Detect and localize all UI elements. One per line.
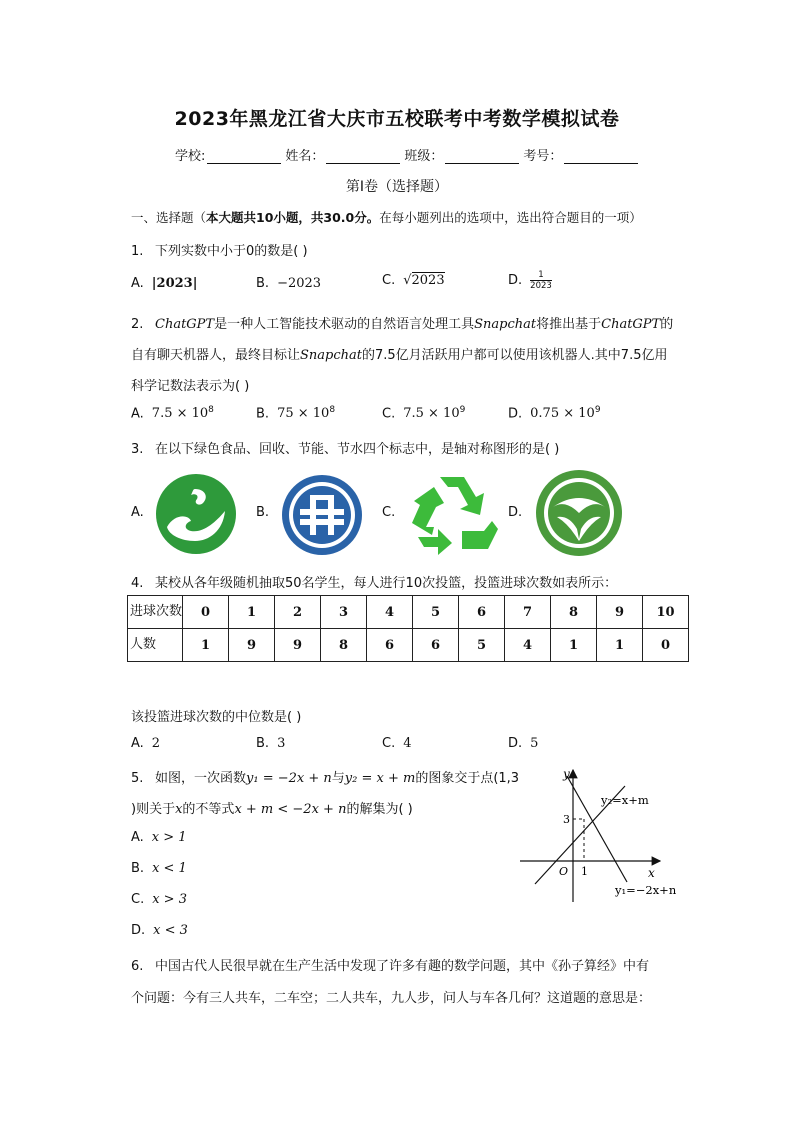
- text: 的解集为( ): [346, 802, 413, 817]
- question-3: [131, 438, 559, 457]
- option-letter: D.: [508, 736, 523, 751]
- table-cell: 8: [321, 629, 367, 662]
- question-text: 中国古代人民很早就在生产生活中发现了许多有趣的数学问题，其中《孙子算经》中有: [155, 959, 650, 974]
- table-cell: 1: [597, 629, 643, 662]
- text: 的图象交于点(1,3: [415, 771, 520, 786]
- question-text: 在以下绿色食品、回收、节能、节水四个标志中，是轴对称图形的是( ): [155, 442, 560, 457]
- text: 的: [660, 317, 674, 332]
- q2-option-c[interactable]: [382, 405, 465, 421]
- option-letter: C.: [382, 406, 396, 422]
- question-number: 6.: [131, 959, 144, 974]
- q3-option-d[interactable]: [508, 505, 522, 520]
- option-value: 3: [277, 736, 286, 751]
- x-tick-1: 1: [581, 865, 588, 878]
- question-text: 下列实数中小于0的数是( ): [155, 244, 308, 259]
- option-value: −2023: [277, 276, 322, 291]
- exponent: 9: [594, 405, 601, 415]
- question-4: [131, 572, 617, 591]
- table-cell: 2: [275, 596, 321, 629]
- fraction-numerator: 1: [538, 270, 544, 280]
- q1-option-d[interactable]: [508, 270, 552, 291]
- q4-option-b[interactable]: [256, 736, 285, 751]
- table-cell: 9: [597, 596, 643, 629]
- q3-option-b[interactable]: [256, 505, 269, 520]
- option-value: 2023: [411, 273, 445, 288]
- option-value: 2: [151, 736, 161, 751]
- instructions-suffix: 在每小题列出的选项中，选出符合题目的一项）: [379, 210, 642, 225]
- text: 自有聊天机器人，最终目标让: [131, 348, 301, 363]
- school-label: 学校:: [175, 149, 206, 164]
- text: 的7.5亿月活跃用户都可以使用该机器人.其中7.5亿用: [362, 348, 668, 363]
- q3-option-a[interactable]: [131, 505, 144, 520]
- table-cell: 6: [459, 596, 505, 629]
- variable: x: [175, 802, 183, 817]
- name-field[interactable]: [326, 151, 400, 164]
- option-letter: A.: [131, 406, 144, 422]
- q5-option-a[interactable]: [131, 830, 187, 845]
- fraction: [530, 270, 552, 291]
- option-letter: B.: [256, 505, 270, 520]
- table-cell: 9: [229, 629, 275, 662]
- option-letter: B.: [131, 861, 145, 876]
- instructions-bold: 本大题共10小题，共30.0分。: [206, 210, 380, 225]
- q1-option-c[interactable]: [382, 273, 445, 288]
- student-info-line: [175, 145, 642, 164]
- option-letter: B.: [256, 276, 270, 291]
- exam-title: 2023年黑龙江省大庆市五校联考中考数学模拟试卷: [174, 108, 620, 130]
- water-saving-logo-icon: [535, 469, 623, 557]
- q4-option-d[interactable]: [508, 736, 538, 751]
- option-value: |2023|: [151, 276, 198, 291]
- option-letter: B.: [256, 406, 270, 422]
- option-value: x > 1: [151, 830, 187, 845]
- q5-option-b[interactable]: [131, 861, 187, 876]
- table-cell: 6: [367, 629, 413, 662]
- q5-option-d[interactable]: [131, 923, 188, 938]
- option-letter: C.: [131, 892, 145, 907]
- question-number: 2.: [131, 317, 144, 332]
- option-value: x > 3: [152, 892, 187, 907]
- formula: x + m < −2x + n: [234, 802, 347, 817]
- instructions: [131, 208, 642, 226]
- question-2-line-2: [131, 344, 667, 363]
- table-cell: 4: [505, 629, 551, 662]
- option-value: 5: [530, 736, 539, 751]
- question-1: [131, 240, 308, 259]
- y-axis-label: y: [563, 767, 570, 781]
- option-letter: D.: [508, 406, 523, 422]
- option-value: 4: [403, 736, 412, 751]
- line-y1: [567, 776, 627, 882]
- class-field[interactable]: [445, 151, 519, 164]
- table-row: [128, 629, 689, 662]
- option-letter: A.: [131, 736, 144, 751]
- option-value: 7.5 × 10: [403, 406, 460, 422]
- shooting-data-table: [127, 595, 689, 662]
- question-5: [131, 767, 519, 786]
- q2-option-b[interactable]: [256, 405, 335, 421]
- q1-option-b[interactable]: [256, 276, 321, 291]
- exponent: 8: [208, 405, 214, 415]
- question-number: 3.: [131, 442, 144, 457]
- question-4-prompt: 该投篮进球次数的中位数是( ): [131, 710, 302, 725]
- option-value: x < 1: [152, 861, 187, 876]
- exam-number-label: 考号：: [523, 149, 563, 164]
- section-heading: 第I卷（选择题）: [345, 179, 449, 195]
- question-2-line-3: 科学记数法表示为( ): [131, 379, 250, 394]
- formula: y₂ = x + m: [344, 771, 416, 786]
- option-letter: D.: [508, 505, 523, 520]
- function-graph: [515, 764, 695, 906]
- text: 是一种人工智能技术驱动的自然语言处理工具: [214, 317, 475, 332]
- x-axis-label: x: [648, 866, 655, 880]
- option-letter: D.: [131, 923, 146, 938]
- table-cell: 3: [321, 596, 367, 629]
- instructions-prefix: 一、选择题（: [131, 210, 207, 225]
- question-text: 某校从各年级随机抽取50名学生，每人进行10次投篮，投篮进球次数如表所示：: [155, 576, 618, 591]
- recycle-station-logo-icon: [280, 473, 364, 557]
- question-number: 4.: [131, 576, 144, 591]
- row-header: 进球次数: [128, 596, 183, 629]
- question-number: 5.: [131, 771, 144, 786]
- text: 将推出基于: [536, 317, 602, 332]
- q2-option-d[interactable]: [508, 405, 601, 421]
- line-y2-label: y₂=x+m: [601, 793, 649, 807]
- table-cell: 8: [551, 596, 597, 629]
- class-label: 班级：: [404, 149, 444, 164]
- table-cell: 5: [413, 596, 459, 629]
- term: ChatGPT: [155, 317, 215, 332]
- exam-number-field[interactable]: [564, 151, 638, 164]
- text: 的不等式: [182, 802, 235, 817]
- option-value: 75 × 10: [277, 406, 330, 422]
- question-2: [131, 313, 673, 332]
- question-5-line-2: [131, 798, 413, 817]
- green-food-logo-icon: [155, 473, 237, 555]
- option-letter: B.: [256, 736, 270, 751]
- table-cell: 7: [505, 596, 551, 629]
- term: ChatGPT: [601, 317, 661, 332]
- y-tick-3: 3: [563, 813, 570, 826]
- table-cell: 5: [459, 629, 505, 662]
- q5-option-c[interactable]: [131, 892, 187, 907]
- option-value: x < 3: [153, 923, 188, 938]
- option-letter: D.: [508, 273, 523, 288]
- recycling-symbol-icon: [404, 471, 500, 557]
- exponent: 9: [459, 405, 466, 415]
- option-letter: A.: [131, 830, 144, 845]
- term: Snapchat: [474, 317, 537, 332]
- formula: y₁ = −2x + n: [246, 771, 332, 786]
- origin-label: O: [559, 865, 569, 878]
- sqrt-symbol: √: [403, 273, 412, 288]
- text: 与: [331, 771, 345, 786]
- school-field[interactable]: [207, 151, 281, 164]
- option-value: 0.75 × 10: [530, 406, 595, 422]
- option-letter: A.: [131, 276, 144, 291]
- table-cell: 0: [643, 629, 689, 662]
- table-cell: 1: [183, 629, 229, 662]
- table-cell: 0: [183, 596, 229, 629]
- row-header: 人数: [128, 629, 183, 662]
- question-6-line-2: 个问题：今有三人共车，二车空；二人共车，九人步，问人与车各几何？这道题的意思是：: [131, 991, 652, 1006]
- option-letter: A.: [131, 505, 144, 520]
- question-6: [131, 955, 649, 974]
- option-letter: C.: [382, 736, 396, 751]
- table-cell: 1: [551, 629, 597, 662]
- question-number: 1.: [131, 244, 144, 259]
- option-letter: C.: [382, 505, 396, 520]
- option-value: 7.5 × 10: [151, 406, 209, 422]
- q2-option-a[interactable]: [131, 405, 214, 421]
- q4-option-a[interactable]: [131, 736, 160, 751]
- line-y1-label: y₁=−2x+n: [615, 883, 677, 897]
- q4-option-c[interactable]: [382, 736, 412, 751]
- name-label: 姓名：: [285, 149, 325, 164]
- table-row: [128, 596, 689, 629]
- exponent: 8: [329, 405, 336, 415]
- table-cell: 9: [275, 629, 321, 662]
- term: Snapchat: [300, 348, 362, 363]
- q1-option-a[interactable]: [131, 276, 197, 291]
- fraction-denominator: 2023: [530, 281, 552, 291]
- table-cell: 1: [229, 596, 275, 629]
- table-cell: 6: [413, 629, 459, 662]
- table-cell: 10: [643, 596, 689, 629]
- table-cell: 4: [367, 596, 413, 629]
- q3-option-c[interactable]: [382, 505, 395, 520]
- text: )则关于: [131, 802, 176, 817]
- text: 如图，一次函数: [155, 771, 247, 786]
- option-letter: C.: [382, 273, 396, 288]
